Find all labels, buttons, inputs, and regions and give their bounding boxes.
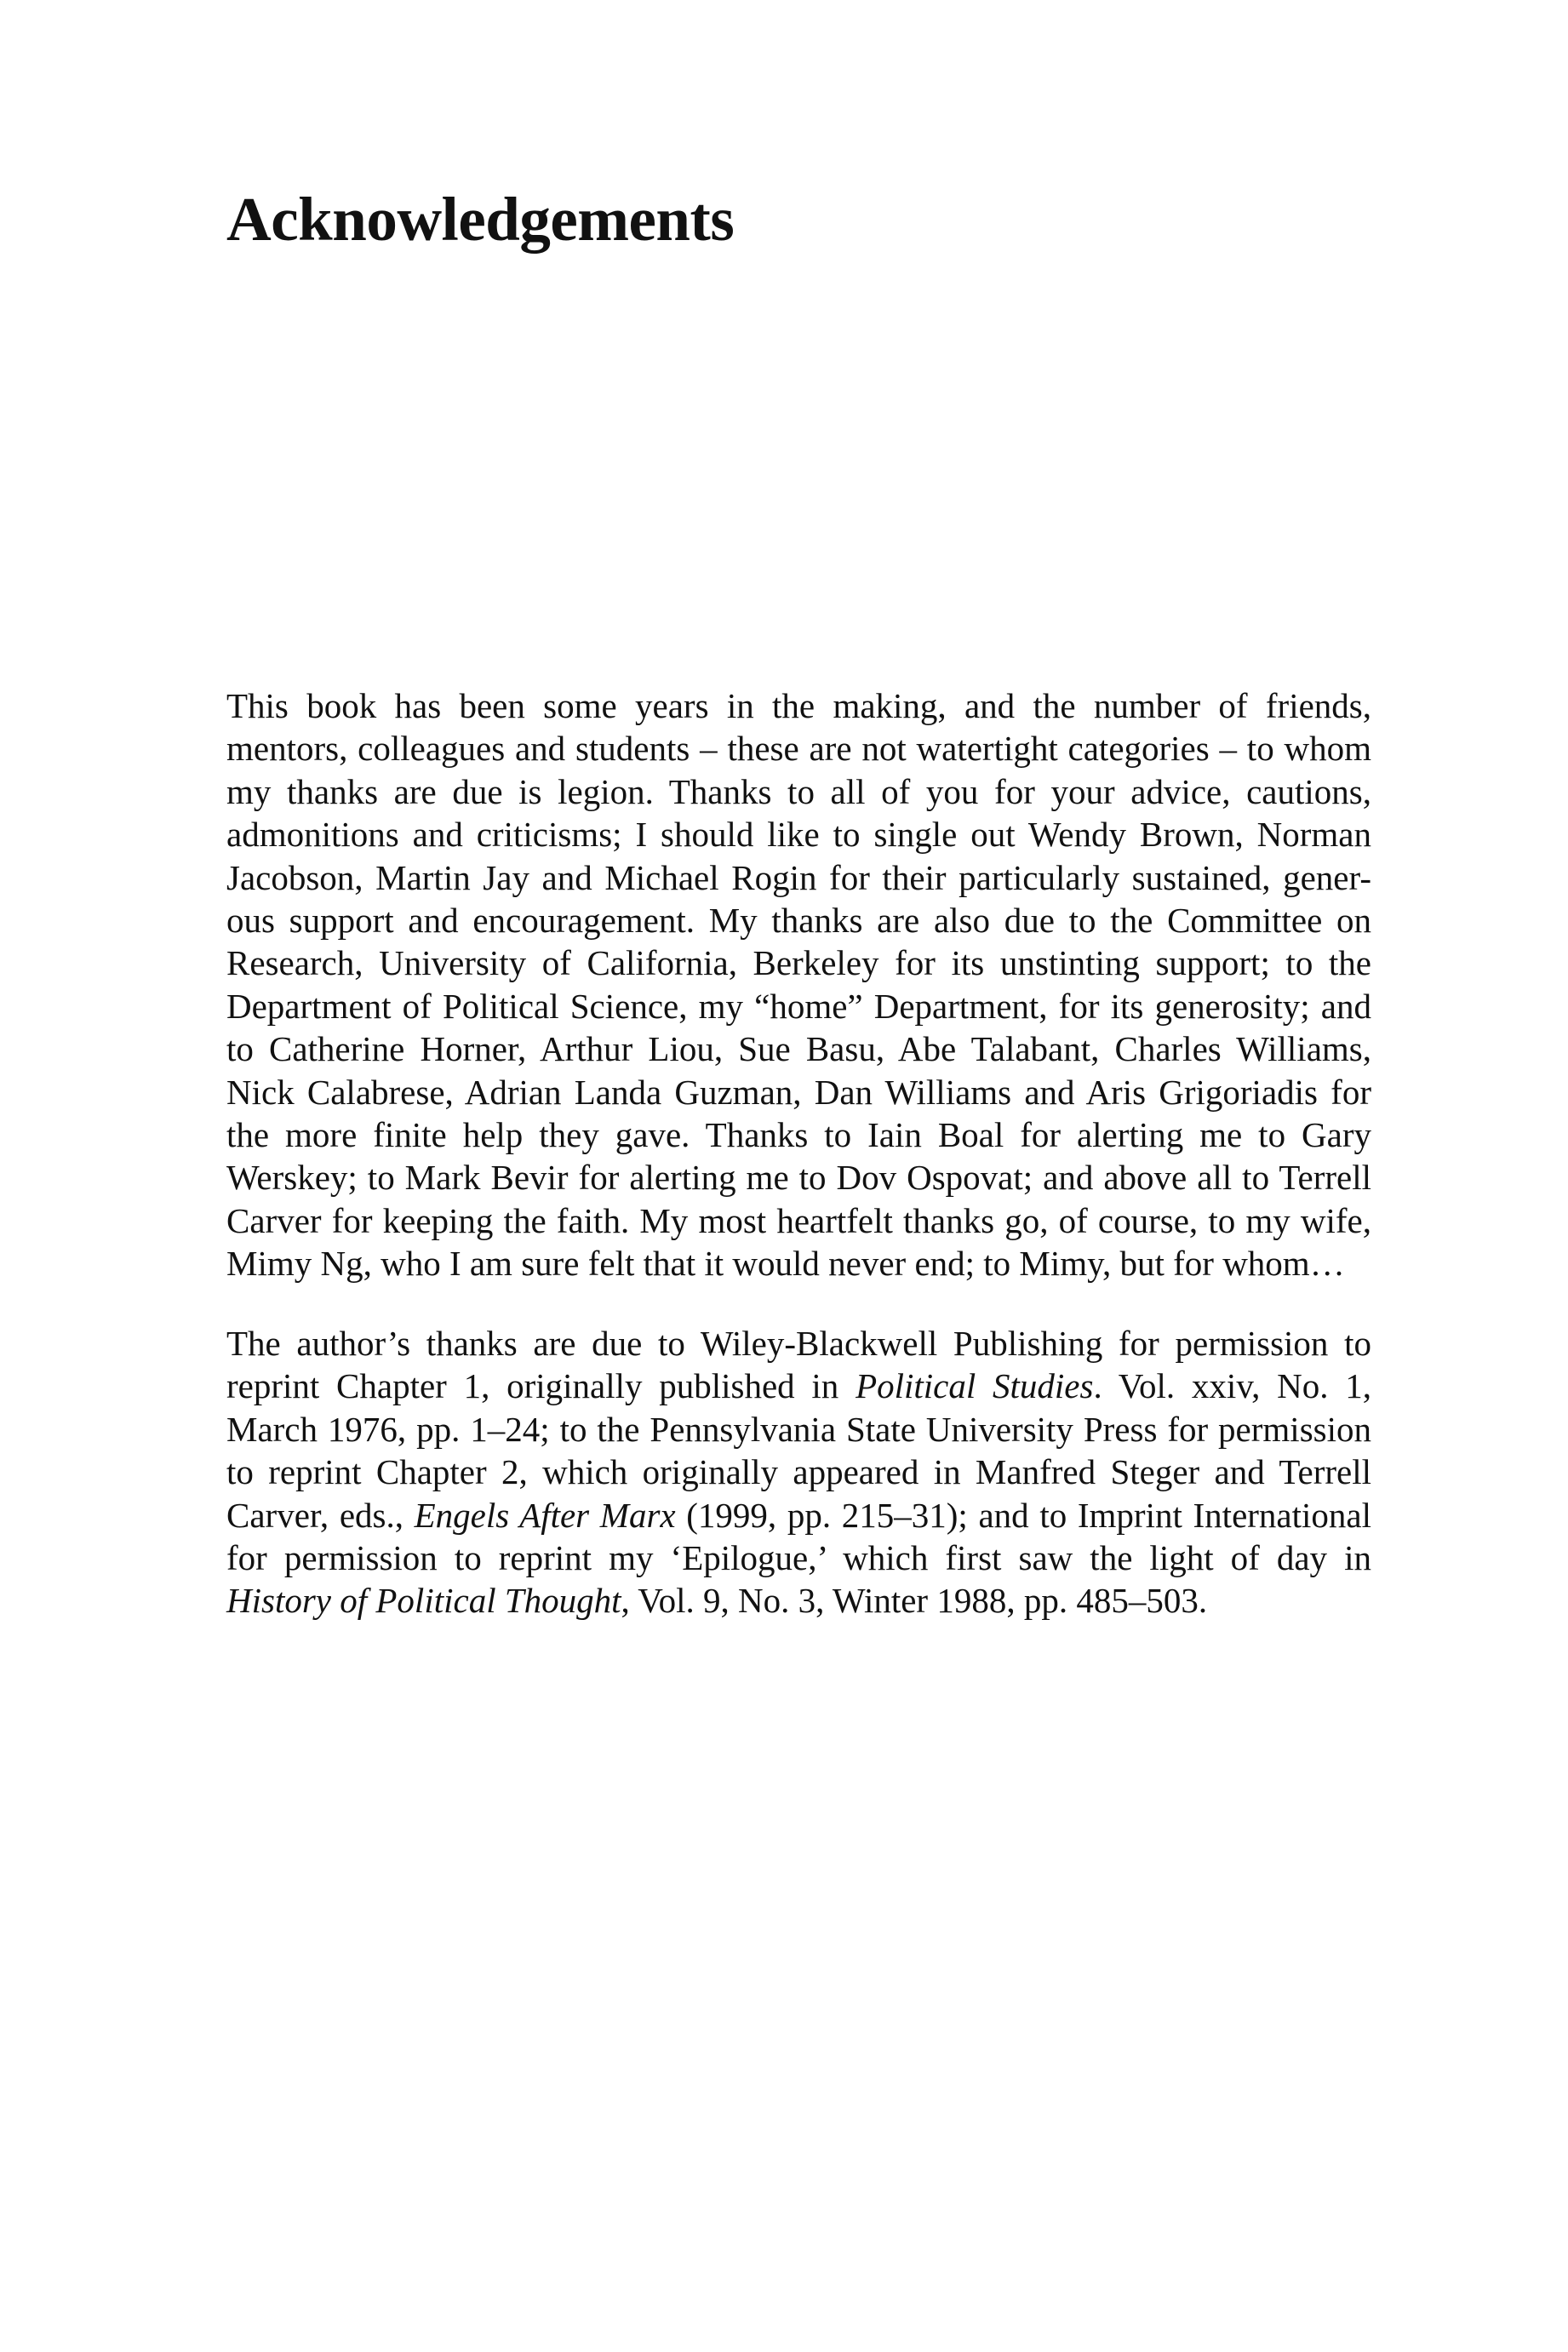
- text-line: mentors, colleagues and students – these are not watertight categories – to whom: [226, 729, 1371, 769]
- text-line: Mimy Ng, who I am sure felt that it would never end; to Mimy, but for whom…: [226, 1244, 1345, 1284]
- text-line: The author’s thanks are due to Wiley-Blackwell Publishing for permission to: [226, 1324, 1371, 1363]
- text-line: my thanks are due is legion. Thanks to all of you for your advice, cautions,: [226, 771, 1371, 811]
- text-fragment: Carver, eds.,: [226, 1495, 415, 1535]
- text-line: Jacobson, Martin Jay and Michael Rogin for their particularly sustained, gener-: [226, 857, 1371, 897]
- text-line: [226, 1494, 1371, 1537]
- page-title: Acknowledgements: [226, 185, 735, 254]
- text-line: This book has been some years in the making, and the number of friends,: [226, 686, 1371, 725]
- text-line: [226, 1365, 1371, 1407]
- text-fragment: , Vol. 9, No. 3, Winter 1988, pp. 485–503.: [621, 1581, 1208, 1621]
- book-title-engels-after-marx: Engels After Marx: [414, 1495, 676, 1535]
- text-line: Research, University of California, Berkeley for its unstinting support; to the: [226, 943, 1371, 983]
- text-line: Department of Political Science, my “home” Department, for its generosity; and: [226, 986, 1371, 1026]
- text-line: to Catherine Horner, Arthur Liou, Sue Basu, Abe Talabant, Charles Williams,: [226, 1029, 1371, 1069]
- text-fragment: (1999, pp. 215–31); and to Imprint International: [675, 1495, 1371, 1535]
- text-line: Nick Calabrese, Adrian Landa Guzman, Dan Williams and Aris Grigoriadis for: [226, 1072, 1371, 1112]
- acknowledgements-paragraph-2: [226, 1322, 1371, 1622]
- text-fragment: . Vol. xxiv, No. 1,: [1093, 1366, 1372, 1406]
- text-line: [226, 1579, 1371, 1622]
- text-line: the more finite help they gave. Thanks to Iain Boal for alerting me to Gary: [226, 1115, 1371, 1155]
- text-fragment: reprint Chapter 1, originally published in: [226, 1366, 856, 1406]
- text-line: ous support and encouragement. My thanks are also due to the Committee on: [226, 901, 1371, 941]
- text-line: March 1976, pp. 1–24; to the Pennsylvania State University Press for permission: [226, 1409, 1371, 1449]
- text-line: Werskey; to Mark Bevir for alerting me to Dov Ospovat; and above all to Terrell: [226, 1158, 1371, 1198]
- text-line: admonitions and criticisms; I should like to single out Wendy Brown, Norman: [226, 815, 1371, 855]
- journal-title-history-of-political-thought: History of Political Thought: [226, 1581, 621, 1621]
- text-line: for permission to reprint my ‘Epilogue,’ which first saw the light of day in: [226, 1538, 1371, 1578]
- text-line: Carver for keeping the faith. My most heartfelt thanks go, of course, to my wife,: [226, 1200, 1371, 1240]
- acknowledgements-paragraph-1: [226, 684, 1371, 1285]
- journal-title-political-studies: Political Studies: [856, 1366, 1094, 1406]
- text-line: to reprint Chapter 2, which originally appeared in Manfred Steger and Terrell: [226, 1452, 1371, 1492]
